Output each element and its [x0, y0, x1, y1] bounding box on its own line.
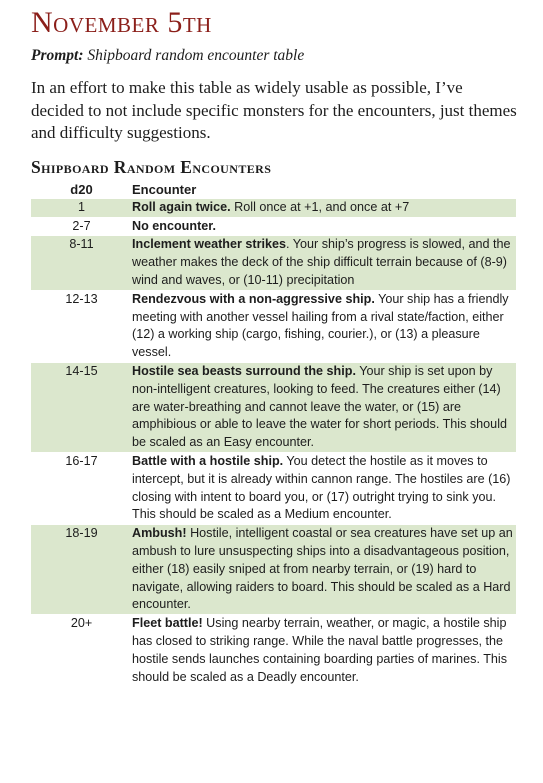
encounter-cell: [132, 525, 516, 615]
table-row: [31, 452, 516, 524]
table-row: [31, 290, 516, 362]
encounter-desc: Roll once at +1, and once at +7: [230, 199, 410, 214]
encounter-name: Inclement weather strikes: [132, 237, 286, 252]
roll-cell: 20+: [31, 615, 132, 687]
encounter-name: Ambush!: [132, 526, 187, 541]
encounter-desc: Your ship has a friendly meeting with another vessel hailing from a rival state/faction, either (12) a working ship (cargo, fishing, courier.), or (13) a pleasure vessel.: [132, 291, 509, 360]
roll-cell: 2-7: [31, 217, 132, 236]
encounter-name: Rendezvous with a non-aggressive ship.: [132, 291, 375, 306]
roll-cell: 18-19: [31, 525, 132, 615]
encounter-desc: You detect the hostile as it moves to intercept, but it is already within cannon range. The hostiles are (16) closing with intent to board you, or (17) outright trying to sink you. This should be scaled as a Medium encounter.: [132, 453, 511, 522]
encounter-name: Battle with a hostile ship.: [132, 453, 284, 468]
header-encounter: Encounter: [132, 182, 197, 197]
table-row: [31, 199, 516, 217]
header-d20: d20: [70, 182, 93, 197]
table-row: [31, 236, 516, 290]
encounter-name: Roll again twice.: [132, 199, 231, 214]
page-title: November 5th: [31, 6, 212, 39]
table-row: [31, 362, 516, 452]
encounter-name: Hostile sea beasts surround the ship.: [132, 363, 356, 378]
table-row: [31, 217, 516, 236]
encounter-cell: [132, 452, 516, 524]
table-header-row: [31, 181, 516, 199]
roll-cell: 12-13: [31, 290, 132, 362]
encounter-cell: [132, 290, 516, 362]
roll-cell: 16-17: [31, 452, 132, 524]
encounter-cell: [132, 615, 516, 687]
encounter-name: Fleet battle!: [132, 616, 203, 631]
encounter-cell: [132, 217, 516, 236]
roll-cell: 1: [31, 199, 132, 217]
intro-paragraph: In an effort to make this table as widely usable as possible, I’ve decided to not include specific monsters for the encounters, just themes and difficulty suggestions.: [31, 78, 517, 142]
prompt-label: Prompt:: [31, 47, 84, 64]
encounter-desc: . Your ship’s progress is slowed, and the weather makes the deck of the ship difficult terrain because of (8-9) wind and waves, or (10-11) precipitation: [132, 237, 511, 287]
encounter-cell: [132, 236, 516, 290]
encounter-desc: Using nearby terrain, weather, or magic, a hostile ship has closed to striking range. While the naval battle progresses, the hostile sends launches containing boarding parties of marines. This should be scaled as a Deadly encounter.: [132, 616, 508, 684]
section-title: Shipboard Random Encounters: [31, 157, 272, 177]
prompt-line: [31, 47, 304, 65]
encounter-cell: [132, 199, 516, 217]
encounter-desc: Hostile, intelligent coastal or sea creatures have set up an ambush to lure unsuspecting ships into a disadvantageous position, either (18) easily sniped at from nearby terrain, or (19) hard to navigate, allowing raiders to board. This should be scaled as a Hard encounter.: [132, 526, 513, 612]
encounter-desc: Your ship is set upon by non-intelligent creatures, looking to feed. The creatures either (14) are water-breathing and cannot leave the water, or (15) are amphibious or able to leave the water for short periods. This should be scaled as an Easy encounter.: [132, 363, 507, 450]
encounter-name: No encounter.: [132, 218, 216, 233]
prompt-text: Shipboard random encounter table: [83, 47, 305, 64]
table-row: [31, 525, 516, 615]
encounter-table: [31, 181, 516, 687]
encounter-cell: [132, 362, 516, 452]
roll-cell: 8-11: [31, 236, 132, 290]
roll-cell: 14-15: [31, 362, 132, 452]
table-row: [31, 615, 516, 687]
